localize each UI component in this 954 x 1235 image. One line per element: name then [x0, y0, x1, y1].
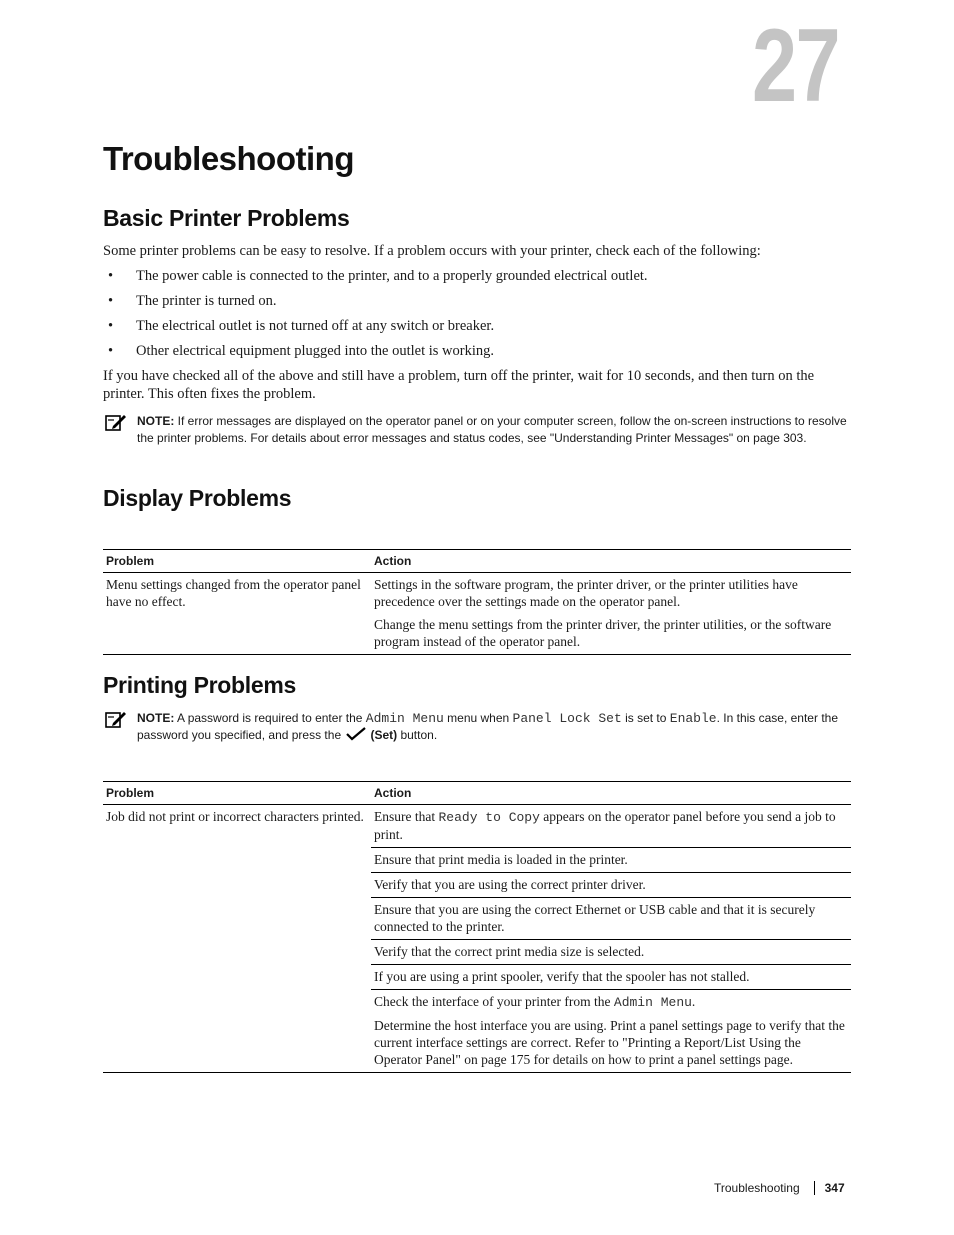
- basic-checklist: [108, 267, 648, 367]
- display-problems-table: [103, 549, 851, 655]
- table-header-row: [103, 782, 851, 805]
- pencil-note-icon: [105, 413, 127, 431]
- page-footer: [714, 1181, 845, 1195]
- action-text: Change the menu settings from the printer driver, the printer utilities, or the software program instead of the operator panel.: [374, 617, 832, 649]
- note-text: menu when: [443, 711, 513, 725]
- code-admin-menu: Admin Menu: [613, 995, 692, 1010]
- col-problem: Problem: [103, 782, 371, 805]
- list-item: • The power cable is connected to the printer, and to a properly grounded electrical outlet.: [108, 268, 648, 284]
- action-cell: Verify that the correct print media size is selected.: [371, 940, 851, 965]
- note-label: NOTE:: [137, 414, 175, 428]
- col-action: Action: [371, 550, 851, 573]
- action-cell: Verify that you are using the correct printer driver.: [371, 873, 851, 898]
- chapter-title: Troubleshooting: [103, 140, 354, 177]
- problem-cell: Menu settings changed from the operator panel have no effect.: [106, 577, 361, 609]
- note-text: is set to: [621, 711, 670, 725]
- basic-note: [103, 413, 853, 447]
- problem-cell: Job did not print or incorrect characters printed.: [106, 809, 364, 824]
- printing-problems-heading: Printing Problems: [103, 672, 296, 698]
- basic-intro: Some printer problems can be easy to resolve. If a problem occurs with your printer, check each of the following:: [103, 243, 761, 259]
- checkmark-icon: [346, 727, 366, 741]
- table-row: [103, 805, 851, 848]
- action-cell: Ensure that Ready to Copy appears on the operator panel before you send a job to print.: [371, 805, 851, 848]
- footer-section: Troubleshooting: [714, 1181, 800, 1195]
- note-text: A password is required to enter the: [174, 711, 366, 725]
- printing-note: [103, 710, 853, 744]
- chapter-number: 27: [752, 8, 840, 124]
- action-cell: If you are using a print spooler, verify that the spooler has not stalled.: [371, 965, 851, 990]
- page-number: 347: [824, 1181, 845, 1195]
- display-problems-heading: Display Problems: [103, 485, 292, 511]
- code-enable: Enable: [669, 711, 717, 726]
- set-label: (Set): [370, 728, 398, 742]
- basic-printer-problems-heading: Basic Printer Problems: [103, 205, 350, 231]
- action-text: Settings in the software program, the printer driver, or the printer utilities have precedence over the settings made on the operator panel.: [374, 577, 798, 609]
- action-text: Determine the host interface you are using. Print a panel settings page to verify that the current interface settings are correct. Refer to "Printing a Report/List Using the Operator Panel" on page 175 for details on how to print a panel settings page.: [374, 1018, 845, 1067]
- table-header-row: [103, 550, 851, 573]
- code-ready-to-copy: Ready to Copy: [438, 810, 540, 825]
- note-text: . In this case, enter the password you specified, and press the: [137, 711, 838, 742]
- col-action: Action: [371, 782, 851, 805]
- note-text: button.: [397, 728, 438, 742]
- note-text: If error messages are displayed on the operator panel or on your computer screen, follow the on-screen instructions to resolve the printer problems. For details about error messages and status codes, see "Understanding Printer Messages" on page 303.: [137, 414, 847, 445]
- col-problem: Problem: [103, 550, 371, 573]
- pencil-note-icon: [105, 710, 127, 728]
- list-item: • The printer is turned on.: [108, 293, 277, 309]
- note-label: NOTE:: [137, 711, 175, 725]
- footer-divider: [814, 1181, 815, 1195]
- code-admin-menu: Admin Menu: [365, 711, 444, 726]
- basic-after-text: If you have checked all of the above and still have a problem, turn off the printer, wait for 10 seconds, and then turn on the printer. This often fixes the problem.: [103, 368, 815, 402]
- action-cell: Check the interface of your printer from the Admin Menu. Determine the host interface you are using. Print a panel settings page to verify that the current interface settings are correct. Refer to "Printing a Report/List Using the Operator Panel" on page 175 for details on how to print a panel settings page.: [371, 990, 851, 1073]
- code-panel-lock-set: Panel Lock Set: [512, 711, 622, 726]
- list-item: • The electrical outlet is not turned off at any switch or breaker.: [108, 318, 495, 334]
- printing-problems-table: [103, 781, 851, 1073]
- action-cell: Ensure that print media is loaded in the printer.: [371, 848, 851, 873]
- action-cell: [371, 573, 851, 655]
- table-row: [103, 573, 851, 655]
- list-item: • Other electrical equipment plugged into the outlet is working.: [108, 343, 494, 359]
- action-cell: Ensure that you are using the correct Ethernet or USB cable and that it is securely connected to the printer.: [371, 898, 851, 940]
